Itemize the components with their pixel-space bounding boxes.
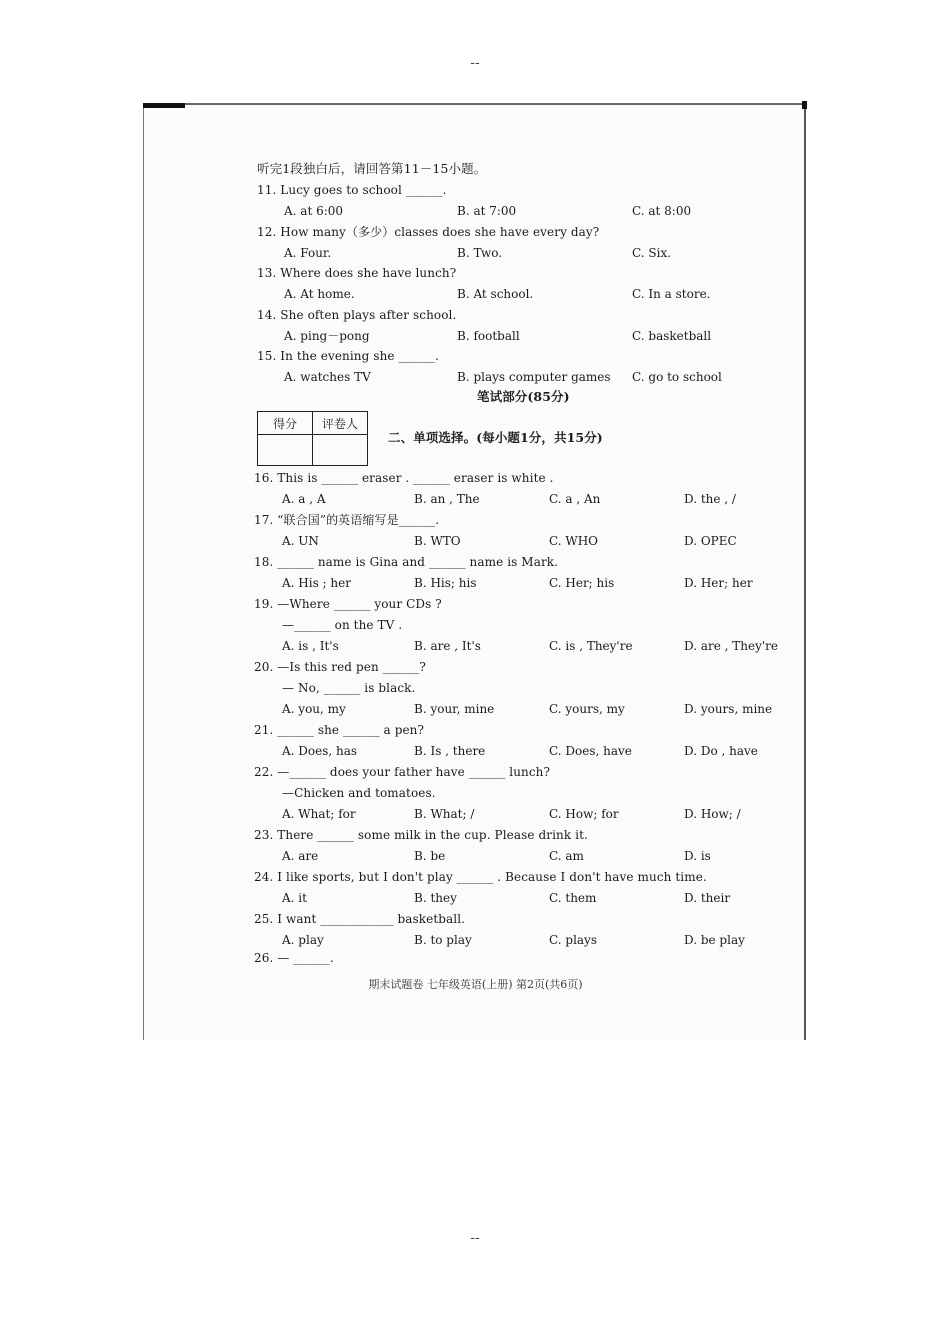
listening-option-13-C: C. In a store. bbox=[632, 287, 711, 301]
score-header: 得分 bbox=[258, 412, 313, 435]
listening-option-12-C: C. Six. bbox=[632, 246, 672, 260]
choice-option-18-A: A. His ; her bbox=[282, 576, 351, 590]
choice-option-20-D: D. yours, mine bbox=[684, 702, 773, 716]
choice-question-23: 23. There ______ some milk in the cup. Please drink it. bbox=[254, 828, 588, 842]
listening-option-14-B: B. football bbox=[457, 329, 520, 343]
listening-option-14-A: A. ping－pong bbox=[284, 329, 370, 343]
score-cell bbox=[258, 435, 313, 466]
choice-option-24-D: D. their bbox=[684, 891, 731, 905]
choice-option-21-D: D. Do , have bbox=[684, 744, 758, 758]
choice-option-20-A: A. you, my bbox=[282, 702, 346, 716]
choice-question-25: 25. I want ____________ basketball. bbox=[254, 912, 466, 926]
choice-question-18: 18. ______ name is Gina and ______ name is Mark. bbox=[254, 555, 559, 569]
choice-question-24: 24. I like sports, but I don't play ______ . Because I don't have much time. bbox=[254, 870, 707, 884]
choice-option-18-D: D. Her; her bbox=[684, 576, 753, 590]
choice-option-18-B: B. His; his bbox=[414, 576, 477, 590]
page-mark-bottom: -- bbox=[470, 1231, 480, 1246]
grader-cell bbox=[313, 435, 368, 466]
choice-option-17-C: C. WHO bbox=[549, 534, 599, 548]
choice-option-21-A: A. Does, has bbox=[282, 744, 358, 758]
score-table bbox=[257, 411, 368, 466]
listening-question-11: 11. Lucy goes to school ______. bbox=[257, 183, 447, 197]
choice-question-22-line-2: —Chicken and tomatoes. bbox=[282, 786, 436, 800]
choice-question-21: 21. ______ she ______ a pen? bbox=[254, 723, 425, 737]
choice-question-17: 17. “联合国”的英语缩写是______. bbox=[254, 513, 440, 527]
choice-question-22: 22. —______ does your father have ______ lunch? bbox=[254, 765, 551, 779]
scan-edge-bar bbox=[143, 103, 185, 108]
choice-option-25-D: D. be play bbox=[684, 933, 745, 947]
choice-option-19-C: C. is , They're bbox=[549, 639, 633, 653]
listening-option-15-B: B. plays computer games bbox=[457, 370, 611, 384]
listening-question-12: 12. How many（多少）classes does she have every day? bbox=[257, 225, 600, 239]
choice-option-19-A: A. is , It's bbox=[282, 639, 339, 653]
question-26: 26. — ______. bbox=[254, 951, 334, 965]
choice-option-20-B: B. your, mine bbox=[414, 702, 495, 716]
choice-option-22-B: B. What; / bbox=[414, 807, 475, 821]
exam-page-scan bbox=[143, 103, 806, 1040]
choice-option-23-D: D. is bbox=[684, 849, 711, 863]
choice-question-19-line-2: —______ on the TV . bbox=[282, 618, 403, 632]
listening-intro: 听完1段独白后，请回答第11－15小题。 bbox=[257, 161, 487, 176]
choice-option-23-B: B. be bbox=[414, 849, 446, 863]
section-title: 二、单项选择。(每小题1分，共15分) bbox=[388, 430, 603, 445]
listening-question-13: 13. Where does she have lunch? bbox=[257, 266, 457, 280]
choice-option-24-C: C. them bbox=[549, 891, 597, 905]
scan-corner-mark bbox=[802, 101, 807, 109]
choice-question-19: 19. —Where ______ your CDs ? bbox=[254, 597, 442, 611]
choice-option-19-D: D. are , They're bbox=[684, 639, 779, 653]
listening-option-15-A: A. watches TV bbox=[284, 370, 371, 384]
choice-option-21-C: C. Does, have bbox=[549, 744, 632, 758]
choice-option-20-C: C. yours, my bbox=[549, 702, 625, 716]
choice-option-17-A: A. UN bbox=[282, 534, 319, 548]
choice-option-17-B: B. WTO bbox=[414, 534, 461, 548]
listening-question-14: 14. She often plays after school. bbox=[257, 308, 457, 322]
listening-option-15-C: C. go to school bbox=[632, 370, 722, 384]
choice-option-16-A: A. a , A bbox=[282, 492, 326, 506]
choice-option-22-C: C. How; for bbox=[549, 807, 619, 821]
grader-header: 评卷人 bbox=[313, 412, 368, 435]
choice-option-23-C: C. am bbox=[549, 849, 584, 863]
choice-question-16: 16. This is ______ eraser . ______ eraser is white . bbox=[254, 471, 554, 485]
listening-option-13-B: B. At school. bbox=[457, 287, 534, 301]
listening-option-11-C: C. at 8:00 bbox=[632, 204, 692, 218]
choice-option-16-B: B. an , The bbox=[414, 492, 480, 506]
listening-option-12-B: B. Two. bbox=[457, 246, 503, 260]
written-title: 笔试部分(85分) bbox=[477, 389, 570, 404]
listening-option-11-B: B. at 7:00 bbox=[457, 204, 517, 218]
choice-option-18-C: C. Her; his bbox=[549, 576, 615, 590]
choice-option-19-B: B. are , It's bbox=[414, 639, 481, 653]
listening-option-12-A: A. Four. bbox=[284, 246, 332, 260]
choice-option-17-D: D. OPEC bbox=[684, 534, 737, 548]
listening-question-15: 15. In the evening she ______. bbox=[257, 349, 440, 363]
choice-option-23-A: A. are bbox=[282, 849, 319, 863]
choice-option-21-B: B. Is , there bbox=[414, 744, 486, 758]
choice-question-20: 20. —Is this red pen ______? bbox=[254, 660, 426, 674]
listening-option-13-A: A. At home. bbox=[284, 287, 355, 301]
listening-option-11-A: A. at 6:00 bbox=[284, 204, 344, 218]
choice-option-25-C: C. plays bbox=[549, 933, 597, 947]
page-mark-top: -- bbox=[470, 56, 480, 71]
choice-option-25-A: A. play bbox=[282, 933, 324, 947]
choice-option-16-C: C. a , An bbox=[549, 492, 601, 506]
choice-option-22-D: D. How; / bbox=[684, 807, 741, 821]
choice-option-16-D: D. the , / bbox=[684, 492, 736, 506]
choice-option-22-A: A. What; for bbox=[282, 807, 356, 821]
page-footer: 期末试题卷 七年级英语(上册) 第2页(共6页) bbox=[368, 978, 583, 991]
choice-option-24-B: B. they bbox=[414, 891, 457, 905]
listening-option-14-C: C. basketball bbox=[632, 329, 712, 343]
choice-question-20-line-2: — No, ______ is black. bbox=[282, 681, 416, 695]
choice-option-25-B: B. to play bbox=[414, 933, 472, 947]
choice-option-24-A: A. it bbox=[282, 891, 307, 905]
